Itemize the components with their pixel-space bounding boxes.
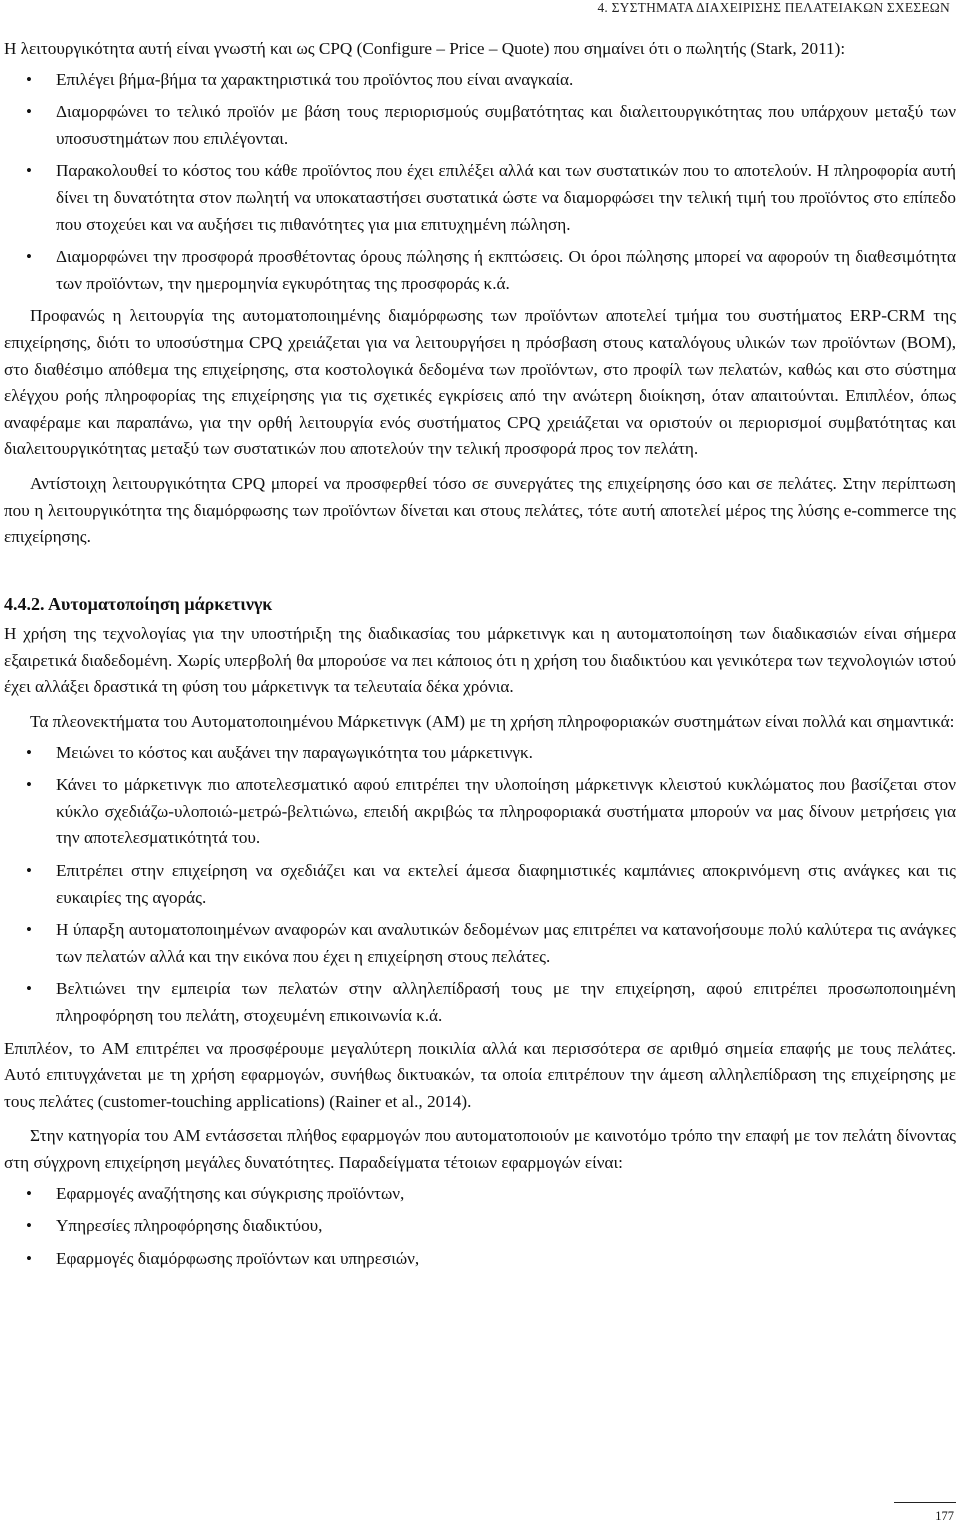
paragraph-contact: Επιπλέον, το AM επιτρέπει να προσφέρουμε μεγαλύτερη ποικιλία αλλά και περισσότερα σε αριθμό σημεία επαφής με τους πελάτες. Αυτό επιτυγχάνεται με τη χρήση εφαρμογών, συνήθως δικτυακών, τα οποία επιτρέπουν την άμεση αλληλεπίδραση της επιχείρησης με τους πελάτες (customer-touching applications) (Rainer et al., 2014). <box>4 1038 956 1111</box>
paragraph-category: Στην κατηγορία του AM εντάσσεται πλήθος εφαρμογών που αυτοματοποιούν με καινοτόμο τρόπο την επαφή με τον πελάτη δίνοντας στη σύγχρονη επιχείρηση μεγάλες δυνατότητες. Παραδείγματα τέτοιων εφαρμογών είναι: <box>4 1126 956 1172</box>
list-item: • Μειώνει το κόστος και αυξάνει την παραγωγικότητα του μάρκετινγκ. <box>4 740 956 767</box>
am-advantages-list <box>4 740 956 1030</box>
bullet-icon: • <box>26 1216 32 1236</box>
page-number: 177 <box>935 1509 954 1523</box>
bullet-icon: • <box>26 69 32 89</box>
section-number: 4.4.2. <box>4 593 45 614</box>
list-item: • Εφαρμογές αναζήτησης και σύγκρισης προϊόντων, <box>4 1181 956 1208</box>
bullet-icon: • <box>26 1248 32 1268</box>
bullet-icon: • <box>26 979 32 999</box>
paragraph-ecommerce: Αντίστοιχη λειτουργικότητα CPQ μπορεί να προσφερθεί τόσο σε συνεργάτες της επιχείρησης όσο και σε πελάτες. Στην περίπτωση που η λειτουργικότητα της διαμόρφωσης των προϊόντων δίνεται και στους πελάτες, τότε αυτή αποτελεί μέρος της λύσης e-commerce της επιχείρησης. <box>4 473 956 547</box>
section-title: Αυτοματοποίηση μάρκετινγκ <box>48 593 273 614</box>
bullet-icon: • <box>26 742 32 762</box>
section-heading <box>4 591 956 618</box>
list-item: • Εφαρμογές διαμόρφωσης προϊόντων και υπηρεσιών, <box>4 1246 956 1273</box>
list-item: • Διαμορφώνει την προσφορά προσθέτοντας όρους πώλησης ή εκπτώσεις. Οι όροι πώλησης μπορεί να αφορούν τη διαθεσιμότητα των προϊόντων, την ημερομηνία εγκυρότητας της προσφοράς κ.ά. <box>4 244 956 297</box>
list-item: • Κάνει το μάρκετινγκ πιο αποτελεσματικό αφού επιτρέπει την υλοποίηση μάρκετινγκ κλειστού κυκλώματος που βασίζεται στον κύκλο σχεδιάζω-υλοποιώ-μετρώ-βελτιώνω, επειδή ακριβώς τα πληροφοριακά συστήματα μπορούν να μας δίνουν μετρήσεις για την αποτελεσματικότητά του. <box>4 772 956 852</box>
applications-list <box>4 1181 956 1273</box>
list-item: • Επιτρέπει στην επιχείρηση να σχεδιάζει και να εκτελεί άμεσα διαφημιστικές καμπάνιες αποκρινόμενη στις ανάγκες και τις ευκαιρίες της αγοράς. <box>4 858 956 911</box>
bullet-icon: • <box>26 920 32 940</box>
page-body <box>4 36 956 1278</box>
list-item: • Επιλέγει βήμα-βήμα τα χαρακτηριστικά του προϊόντος που είναι αναγκαία. <box>4 67 956 94</box>
paragraph-advantages: Τα πλεονεκτήματα του Αυτοματοποιημένου Μάρκετινγκ (AM) με τη χρήση πληροφοριακών συστημάτων είναι πολλά και σημαντικά: <box>30 712 955 732</box>
list-item: • Διαμορφώνει το τελικό προϊόν με βάση τους περιορισμούς συμβατότητας και διαλειτουργικότητας που υπάρχουν μεταξύ των υποσυστημάτων που επιλέγονται. <box>4 99 956 152</box>
list-item: • Υπηρεσίες πληροφόρησης διαδικτύου, <box>4 1213 956 1240</box>
paragraph-erp: Προφανώς η λειτουργία της αυτοματοποιημένης διαμόρφωσης των προϊόντων αποτελεί τμήμα του συστήματος ERP-CRM της επιχείρησης, διότι το υποσύστημα CPQ χρειάζεται για να λειτουργήσει η πρόσβαση στους καταλόγους υλικών των προϊόντων (BOM), στο διαθέσιμο απόθεμα της επιχείρησης, στα κοστολογικά δεδομένα των προϊόντων, στο προφίλ των πελατών, καθώς και στο σύστημα ελέγχου ροής πληροφορίας της επιχείρησης για τις σχετικές εγκρίσεις από την ανώτερη διοίκηση, όταν απαιτούνται. Επιπλέον, όπως αναφέραμε και παραπάνω, για την ορθή λειτουργία ενός συστήματος CPQ χρειάζεται να οριστούν οι περιορισμοί συμβατότητας και διαλειτουργικότητας μεταξύ των συστατικών που αποτελούν την τελική προσφορά προς τον πελάτη. <box>4 306 956 459</box>
list-item: • Η ύπαρξη αυτοματοποιημένων αναφορών και αναλυτικών δεδομένων μας επιτρέπει να κατανοήσουμε πολύ καλύτερα τις ανάγκες των πελατών αλλά και την εικόνα που έχει η επιχείρηση στους πελάτες. <box>4 917 956 970</box>
list-item: • Βελτιώνει την εμπειρία των πελατών στην αλληλεπίδρασή τους με την επιχείρηση, αφού επιτρέπει προσωποποιημένη πληροφόρηση του πελάτη, στοχευμένη επικοινωνία κ.ά. <box>4 976 956 1029</box>
bullet-icon: • <box>26 161 32 181</box>
bullet-icon: • <box>26 1183 32 1203</box>
bullet-icon: • <box>26 102 32 122</box>
bullet-icon: • <box>26 247 32 267</box>
paragraph-marketing: Η χρήση της τεχνολογίας για την υποστήριξη της διαδικασίας του μάρκετινγκ και η αυτοματοποίηση των διαδικασιών είναι σήμερα εξαιρετικά διαδεδομένη. Χωρίς υπερβολή θα μπορούσε να πει κάποιος ότι η χρήση του διαδικτύου και γενικότερα των τεχνολογιών ιστού έχει αλλάξει δραστικά τη φύση του μάρκετινγκ τα τελευταία δέκα χρόνια. <box>4 624 956 697</box>
list-item: • Παρακολουθεί το κόστος του κάθε προϊόντος που έχει επιλέξει αλλά και των συστατικών που το αποτελούν. Η πληροφορία αυτή δίνει τη δυνατότητα στον πωλητή να υποκαταστήσει συστατικά ώστε να διαμορφώσει την τελική τιμή του προϊόντος στο επίπεδο που στοχεύει και να αυξήσει τις πιθανότητες για μια επιτυχημένη πώληση. <box>4 158 956 238</box>
bullet-icon: • <box>26 775 32 795</box>
intro-paragraph: Η λειτουργικότητα αυτή είναι γνωστή και ως CPQ (Configure – Price – Quote) που σημαίνει ότι ο πωλητής (Stark, 2011): <box>4 39 846 58</box>
footer-rule <box>894 1502 956 1503</box>
bullet-icon: • <box>26 861 32 881</box>
cpq-list <box>4 67 956 298</box>
running-header: 4. ΣΥΣΤΗΜΑΤΑ ΔΙΑΧΕΙΡΙΣΗΣ ΠΕΛΑΤΕΙΑΚΩΝ ΣΧΕΣΕΩΝ <box>597 0 950 15</box>
